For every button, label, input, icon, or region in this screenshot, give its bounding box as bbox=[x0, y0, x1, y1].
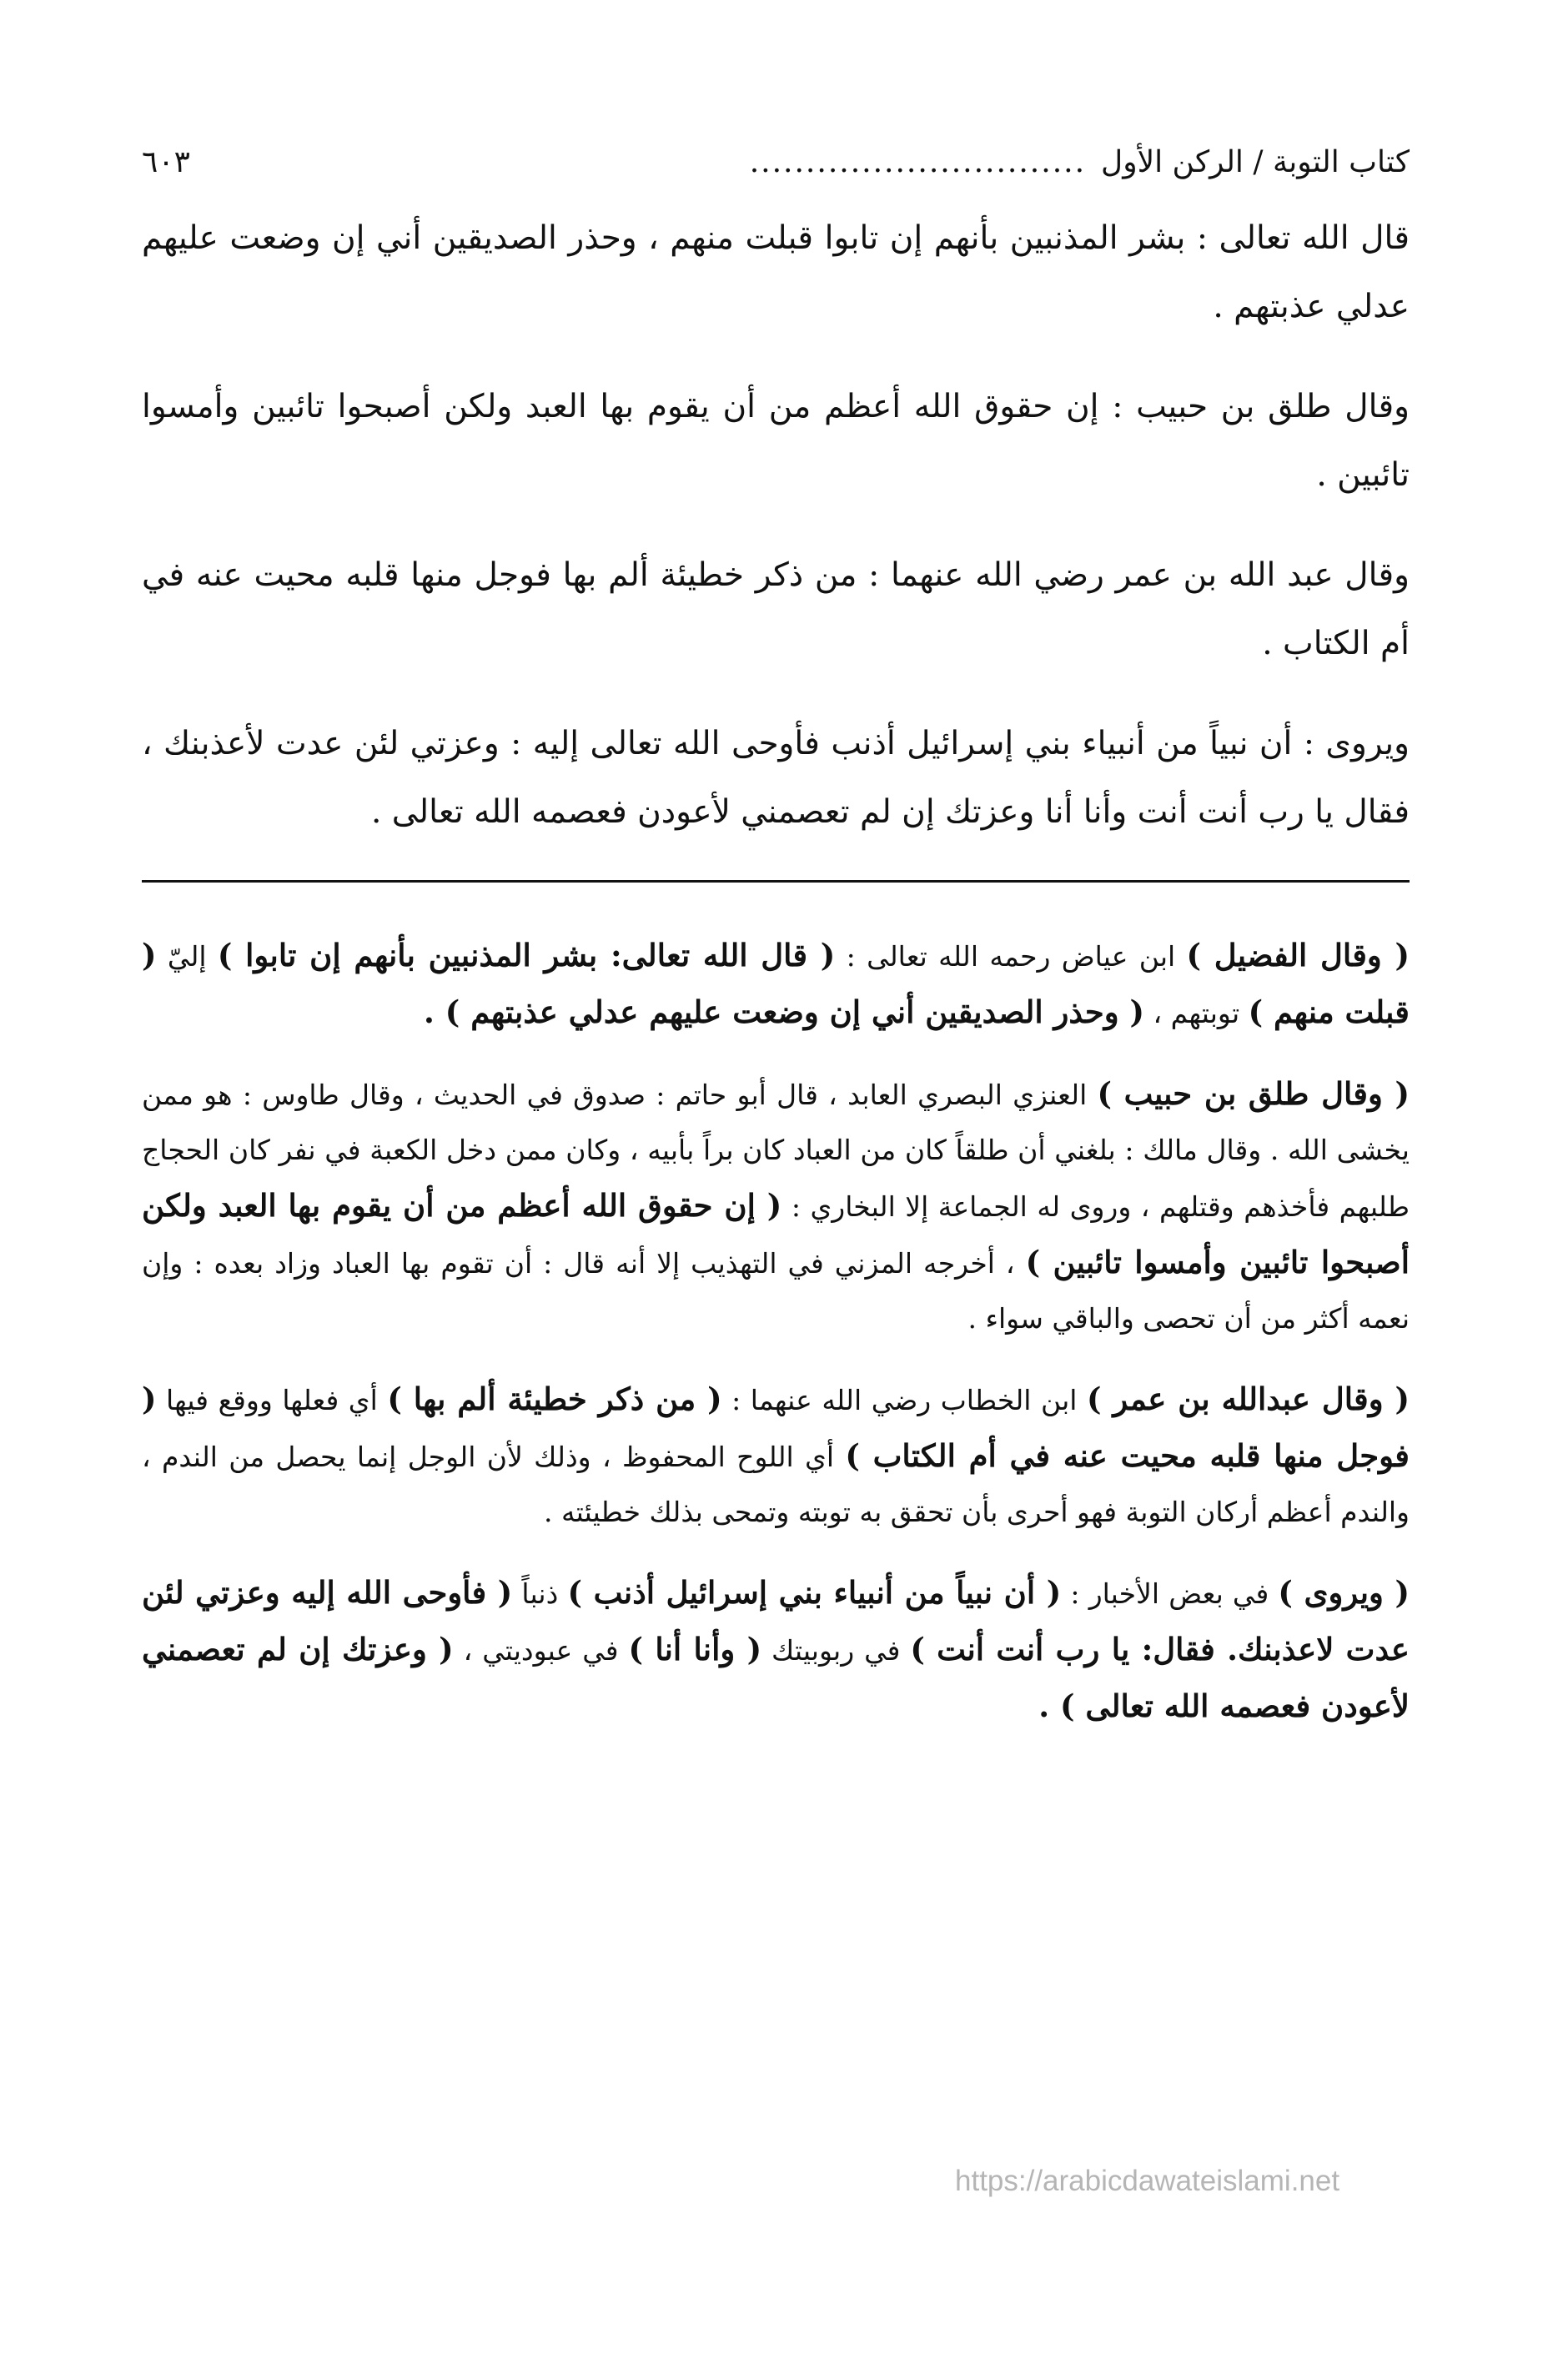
commentary-text: توبتهم ، bbox=[1143, 997, 1249, 1029]
sharh-paragraph-3 bbox=[142, 1371, 1410, 1540]
main-text bbox=[142, 204, 1410, 847]
commentary-text: ، أخرجه المزني في التهذيب إلا أنه قال : أن تقوم بها العباد وزاد بعده : وإن نعمه أكثر من أن تحصى والباقي سواء . bbox=[142, 1247, 1410, 1335]
commentary-text: العنزي البصري العابد ، قال أبو حاتم : صدوق في الحديث ، وقال طاوس : هو ممن يخشى الله . وقال مالك : بلغني أن طلقاً كان من العباد كان براً بأبيه ، وكان ممن دخل الكعبة في نفر كان الحجاج طلبهم فأخذهم وقتلهم ، وروى له الجماعة إلا البخاري : bbox=[142, 1079, 1410, 1223]
commentary bbox=[142, 928, 1410, 1735]
matn-paragraph-1: قال الله تعالى : بشر المذنبين بأنهم إن تابوا قبلت منهم ، وحذر الصديقين أني إن وضعت عليهم عدلي عذبتهم . bbox=[142, 219, 1410, 325]
book-page bbox=[142, 138, 1410, 1760]
quoted-text: ( فوجل منها قلبه محيت عنه في أم الكتاب ) bbox=[142, 1381, 1410, 1474]
matn-paragraph-3: وقال عبد الله بن عمر رضي الله عنهما : من ذكر خطيئة ألم بها فوجل منها قلبه محيت عنه في أم الكتاب . bbox=[142, 556, 1410, 662]
commentary-text: ابن عياض رحمه الله تعالى : bbox=[835, 940, 1187, 973]
matn-paragraph-4: ويروى : أن نبياً من أنبياء بني إسرائيل أذنب فأوحى الله تعالى إليه : وعزتي لئن عدت لأعذبنك ، فقال يا رب أنت أنت وأنا أنا وعزتك إن لم تعصمني لأعودن فعصمه الله تعالى . bbox=[142, 725, 1410, 831]
header-leader-dots: .............................. bbox=[749, 145, 1087, 179]
quoted-text: ( أن نبياً من أنبياء بني إسرائيل أذنب ) bbox=[567, 1574, 1062, 1611]
commentary-text: في بعض الأخبار : bbox=[1061, 1577, 1279, 1610]
quoted-text: ( فأوحى الله إليه وعزتي لئن عدت لاعذبنك. فقال: يا رب أنت أنت ) bbox=[142, 1574, 1410, 1667]
separator-rule bbox=[142, 880, 1410, 883]
quoted-text: ( وقال عبدالله بن عمر ) bbox=[1086, 1381, 1410, 1417]
commentary-text: إليّ bbox=[156, 940, 218, 973]
commentary-text: أي فعلها ووقع فيها bbox=[156, 1384, 388, 1416]
chapter-title: كتاب التوبة / الركن الأول bbox=[1101, 145, 1410, 179]
quoted-text: ( ويروى ) bbox=[1278, 1574, 1410, 1611]
page-number: ٦٠٣ bbox=[142, 145, 191, 179]
matn-paragraph-2: وقال طلق بن حبيب : إن حقوق الله أعظم من أن يقوم بها العبد ولكن أصبحوا تائبين وأمسوا تائبين . bbox=[142, 388, 1410, 494]
commentary-text: في ربوبيتك bbox=[761, 1634, 911, 1667]
quoted-text: ( وعزتك إن لم تعصمني لأعودن فعصمه الله تعالى ) . bbox=[142, 1631, 1410, 1724]
quoted-text: ( إن حقوق الله أعظم من أن يقوم بها العبد ولكن أصبحوا تائبين وأمسوا تائبين ) bbox=[142, 1187, 1410, 1280]
sharh-paragraph-2 bbox=[142, 1066, 1410, 1346]
sharh-paragraph-4 bbox=[142, 1565, 1410, 1735]
quoted-text: ( من ذكر خطيئة ألم بها ) bbox=[387, 1381, 722, 1417]
quoted-text: ( وأنا أنا ) bbox=[628, 1631, 762, 1667]
quoted-text: ( قبلت منهم ) bbox=[142, 937, 1410, 1030]
commentary-text: في عبوديتي ، bbox=[453, 1634, 629, 1667]
quoted-text: ( وقال طلق بن حبيب ) bbox=[1097, 1075, 1410, 1112]
sharh-paragraph-1 bbox=[142, 928, 1410, 1041]
quoted-text: ( قال الله تعالى: بشر المذنبين بأنهم إن تابوا ) bbox=[217, 937, 836, 973]
quoted-text: ( وقال الفضيل ) bbox=[1186, 937, 1410, 973]
running-header bbox=[142, 138, 1410, 188]
commentary-text: أي اللوح المحفوظ ، وذلك لأن الوجل إنما يحصل من الندم ، والندم أعظم أركان التوبة فهو أحرى بأن تحقق به توبته وتمحى بذلك خطيئته . bbox=[142, 1441, 1410, 1528]
commentary-text: ابن الخطاب رضي الله عنهما : bbox=[721, 1384, 1087, 1416]
quoted-text: ( وحذر الصديقين أني إن وضعت عليهم عدلي عذبتهم ) . bbox=[424, 993, 1144, 1030]
watermark-url: https://arabicdawateislami.net bbox=[955, 2165, 1340, 2197]
commentary-text: ذنباً bbox=[512, 1577, 568, 1610]
